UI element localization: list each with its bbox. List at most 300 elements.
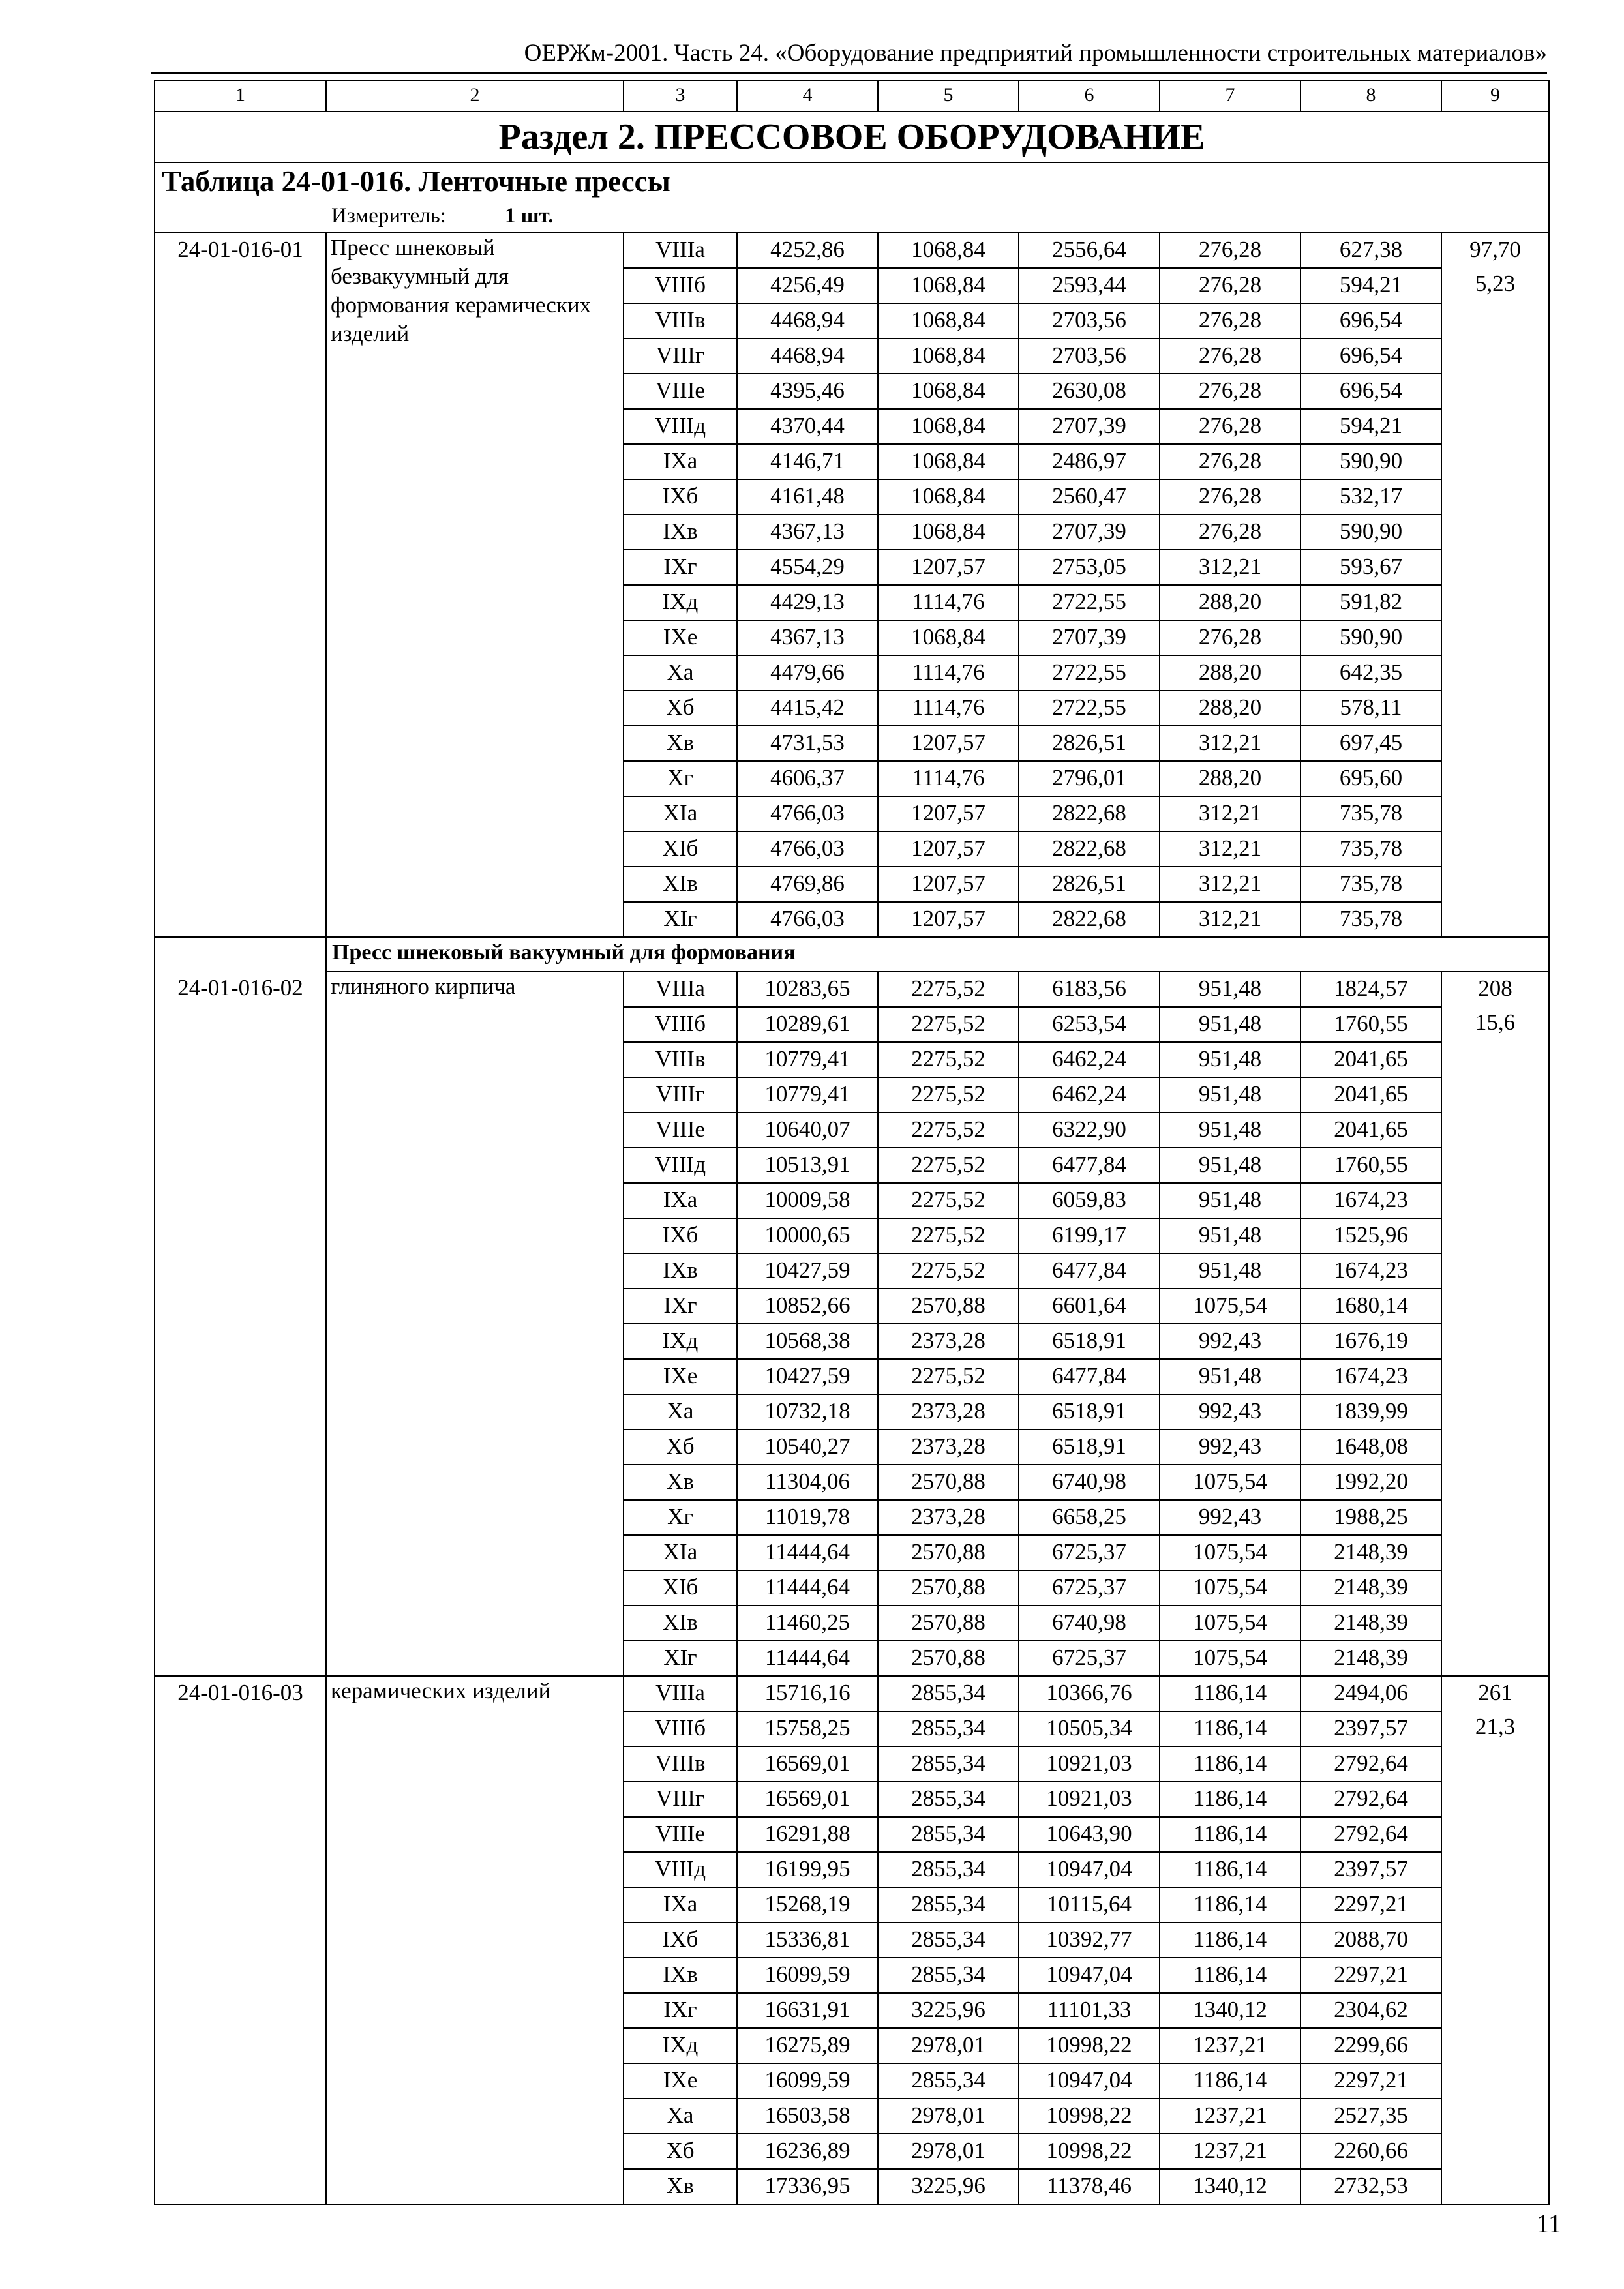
- value-cell: 2560,47: [1019, 479, 1160, 515]
- value-cell: 10540,27: [737, 1429, 878, 1465]
- value-cell: 1525,96: [1301, 1218, 1441, 1253]
- value-cell: 2978,01: [878, 2028, 1019, 2063]
- value-cell: 4468,94: [737, 303, 878, 338]
- value-cell: 10947,04: [1019, 2063, 1160, 2099]
- value-cell: 2570,88: [878, 1570, 1019, 1606]
- value-cell: 4429,13: [737, 585, 878, 620]
- value-cell: 1068,84: [878, 303, 1019, 338]
- value-cell: 1068,84: [878, 233, 1019, 268]
- item-name: глиняного кирпича: [326, 972, 624, 1676]
- value-cell: 6518,91: [1019, 1324, 1160, 1359]
- value-cell: 1068,84: [878, 620, 1019, 655]
- zone-cell: IXд: [624, 1324, 737, 1359]
- zone-cell: VIIIд: [624, 1852, 737, 1887]
- value-cell: 6462,24: [1019, 1042, 1160, 1077]
- value-cell: 1674,23: [1301, 1253, 1441, 1289]
- value-cell: 288,20: [1160, 585, 1301, 620]
- zone-cell: VIIIб: [624, 268, 737, 303]
- zone-cell: Xг: [624, 761, 737, 796]
- zone-cell: VIIIв: [624, 1042, 737, 1077]
- value-cell: 1075,54: [1160, 1289, 1301, 1324]
- value-cell: 1186,14: [1160, 1746, 1301, 1782]
- value-cell: 2796,01: [1019, 761, 1160, 796]
- column-number: 5: [878, 80, 1019, 112]
- value-cell: 2703,56: [1019, 338, 1160, 374]
- value-cell: 1186,14: [1160, 1922, 1301, 1958]
- value-cell: 4468,94: [737, 338, 878, 374]
- value-cell: 2703,56: [1019, 303, 1160, 338]
- value-cell: 2041,65: [1301, 1042, 1441, 1077]
- value-cell: 4769,86: [737, 867, 878, 902]
- value-cell: 992,43: [1160, 1429, 1301, 1465]
- value-cell: 2792,64: [1301, 1746, 1441, 1782]
- value-cell: 1068,84: [878, 268, 1019, 303]
- meter-label: Измеритель:: [331, 204, 446, 228]
- value-cell: 2275,52: [878, 1113, 1019, 1148]
- value-cell: 2260,66: [1301, 2134, 1441, 2169]
- col9-value: 208: [1478, 976, 1512, 1001]
- value-cell: 2397,57: [1301, 1711, 1441, 1746]
- value-cell: 4256,49: [737, 268, 878, 303]
- value-cell: 6477,84: [1019, 1359, 1160, 1394]
- zone-cell: VIIIг: [624, 1782, 737, 1817]
- col9-value: 5,23: [1475, 271, 1516, 296]
- value-cell: 6477,84: [1019, 1148, 1160, 1183]
- value-cell: 578,11: [1301, 691, 1441, 726]
- zone-cell: IXб: [624, 1922, 737, 1958]
- value-cell: 6518,91: [1019, 1394, 1160, 1429]
- value-cell: 1207,57: [878, 831, 1019, 867]
- column-number: 9: [1441, 80, 1549, 112]
- value-cell: 276,28: [1160, 303, 1301, 338]
- zone-cell: XIа: [624, 1535, 737, 1570]
- zone-cell: IXг: [624, 1289, 737, 1324]
- value-cell: 1114,76: [878, 585, 1019, 620]
- value-cell: 2707,39: [1019, 620, 1160, 655]
- value-cell: 951,48: [1160, 1077, 1301, 1113]
- zone-cell: IXа: [624, 1887, 737, 1922]
- value-cell: 2978,01: [878, 2099, 1019, 2134]
- value-cell: 1680,14: [1301, 1289, 1441, 1324]
- zone-cell: VIIIа: [624, 972, 737, 1007]
- value-cell: 10947,04: [1019, 1852, 1160, 1887]
- value-cell: 2373,28: [878, 1500, 1019, 1535]
- value-cell: 2855,34: [878, 1711, 1019, 1746]
- value-cell: 1068,84: [878, 479, 1019, 515]
- value-cell: 3225,96: [878, 1993, 1019, 2028]
- value-cell: 16275,89: [737, 2028, 878, 2063]
- zone-cell: IXб: [624, 479, 737, 515]
- item-name: керамических изделий: [326, 1676, 624, 2204]
- value-cell: 10921,03: [1019, 1782, 1160, 1817]
- value-cell: 2855,34: [878, 2063, 1019, 2099]
- value-cell: 1186,14: [1160, 2063, 1301, 2099]
- zone-cell: VIIIд: [624, 1148, 737, 1183]
- item-code: 24-01-016-03: [155, 1676, 326, 2204]
- value-cell: 10427,59: [737, 1253, 878, 1289]
- value-cell: 1207,57: [878, 726, 1019, 761]
- value-cell: 288,20: [1160, 761, 1301, 796]
- value-cell: 1068,84: [878, 374, 1019, 409]
- value-cell: 1114,76: [878, 761, 1019, 796]
- value-cell: 2373,28: [878, 1429, 1019, 1465]
- value-cell: 2822,68: [1019, 831, 1160, 867]
- value-cell: 312,21: [1160, 867, 1301, 902]
- value-cell: 10640,07: [737, 1113, 878, 1148]
- value-cell: 593,67: [1301, 550, 1441, 585]
- column-number: 6: [1019, 80, 1160, 112]
- value-cell: 2978,01: [878, 2134, 1019, 2169]
- value-cell: 4606,37: [737, 761, 878, 796]
- value-cell: 6658,25: [1019, 1500, 1160, 1535]
- value-cell: 2822,68: [1019, 902, 1160, 937]
- zone-cell: VIIIе: [624, 1817, 737, 1852]
- value-cell: 1068,84: [878, 338, 1019, 374]
- value-cell: 11378,46: [1019, 2169, 1160, 2204]
- value-cell: 951,48: [1160, 1218, 1301, 1253]
- meter-row: [155, 200, 1549, 233]
- value-cell: 1068,84: [878, 515, 1019, 550]
- section-title: Раздел 2. ПРЕССОВОЕ ОБОРУДОВАНИЕ: [155, 112, 1549, 162]
- value-cell: 10009,58: [737, 1183, 878, 1218]
- zone-cell: Xа: [624, 2099, 737, 2134]
- value-cell: 2041,65: [1301, 1077, 1441, 1113]
- zone-cell: VIIIе: [624, 374, 737, 409]
- value-cell: 1237,21: [1160, 2099, 1301, 2134]
- zone-cell: VIIIг: [624, 338, 737, 374]
- value-cell: 312,21: [1160, 726, 1301, 761]
- value-cell: 1760,55: [1301, 1007, 1441, 1042]
- value-cell: 4367,13: [737, 515, 878, 550]
- value-cell: 2570,88: [878, 1289, 1019, 1324]
- value-cell: 10000,65: [737, 1218, 878, 1253]
- column-number: 7: [1160, 80, 1301, 112]
- table-row: [155, 972, 1549, 1007]
- value-cell: 10505,34: [1019, 1711, 1160, 1746]
- zone-cell: VIIIе: [624, 1113, 737, 1148]
- value-cell: 10998,22: [1019, 2099, 1160, 2134]
- zone-cell: Xа: [624, 655, 737, 691]
- value-cell: 590,90: [1301, 444, 1441, 479]
- col9-value: 21,3: [1475, 1714, 1516, 1739]
- value-cell: 6725,37: [1019, 1570, 1160, 1606]
- value-cell: 10779,41: [737, 1042, 878, 1077]
- table-row: [155, 1676, 1549, 1711]
- value-cell: 735,78: [1301, 902, 1441, 937]
- zone-cell: VIIIв: [624, 303, 737, 338]
- value-cell: 735,78: [1301, 867, 1441, 902]
- subheading-row: [155, 937, 1549, 972]
- value-cell: 2570,88: [878, 1641, 1019, 1676]
- value-cell: 288,20: [1160, 655, 1301, 691]
- zone-cell: VIIIв: [624, 1746, 737, 1782]
- value-cell: 15268,19: [737, 1887, 878, 1922]
- value-cell: 276,28: [1160, 338, 1301, 374]
- col9-cell: [1441, 972, 1549, 1676]
- value-cell: 11101,33: [1019, 1993, 1160, 2028]
- value-cell: 2299,66: [1301, 2028, 1441, 2063]
- value-cell: 1207,57: [878, 867, 1019, 902]
- value-cell: 2855,34: [878, 1958, 1019, 1993]
- value-cell: 2397,57: [1301, 1852, 1441, 1887]
- value-cell: 951,48: [1160, 1253, 1301, 1289]
- value-cell: 276,28: [1160, 515, 1301, 550]
- zone-cell: Xг: [624, 1500, 737, 1535]
- value-cell: 4479,66: [737, 655, 878, 691]
- value-cell: 6725,37: [1019, 1535, 1160, 1570]
- value-cell: 1186,14: [1160, 1711, 1301, 1746]
- zone-cell: IXд: [624, 2028, 737, 2063]
- col9-value: 15,6: [1475, 1010, 1516, 1035]
- value-cell: 1075,54: [1160, 1606, 1301, 1641]
- zone-cell: Xв: [624, 726, 737, 761]
- value-cell: 2707,39: [1019, 515, 1160, 550]
- value-cell: 1186,14: [1160, 1817, 1301, 1852]
- value-cell: 6183,56: [1019, 972, 1160, 1007]
- value-cell: 1186,14: [1160, 1852, 1301, 1887]
- zone-cell: IXг: [624, 1993, 737, 2028]
- zone-cell: IXа: [624, 1183, 737, 1218]
- meter: [326, 200, 1549, 233]
- value-cell: 4766,03: [737, 796, 878, 831]
- column-number: 1: [155, 80, 326, 112]
- value-cell: 2275,52: [878, 1253, 1019, 1289]
- value-cell: 4161,48: [737, 479, 878, 515]
- value-cell: 2275,52: [878, 1218, 1019, 1253]
- value-cell: 10998,22: [1019, 2028, 1160, 2063]
- value-cell: 10513,91: [737, 1148, 878, 1183]
- table-title-row: [155, 162, 1549, 200]
- zone-cell: XIг: [624, 902, 737, 937]
- col9-value: 97,70: [1469, 237, 1521, 262]
- value-cell: 2297,21: [1301, 1958, 1441, 1993]
- column-number-row: [155, 80, 1549, 112]
- value-cell: 4554,29: [737, 550, 878, 585]
- value-cell: 1839,99: [1301, 1394, 1441, 1429]
- value-cell: 1340,12: [1160, 2169, 1301, 2204]
- value-cell: 992,43: [1160, 1394, 1301, 1429]
- value-cell: 2792,64: [1301, 1817, 1441, 1852]
- value-cell: 10947,04: [1019, 1958, 1160, 1993]
- value-cell: 4395,46: [737, 374, 878, 409]
- value-cell: 594,21: [1301, 268, 1441, 303]
- value-cell: 1674,23: [1301, 1183, 1441, 1218]
- zone-cell: IXб: [624, 1218, 737, 1253]
- value-cell: 532,17: [1301, 479, 1441, 515]
- value-cell: 6199,17: [1019, 1218, 1160, 1253]
- value-cell: 10779,41: [737, 1077, 878, 1113]
- zone-cell: XIб: [624, 1570, 737, 1606]
- value-cell: 2722,55: [1019, 585, 1160, 620]
- zone-cell: IXе: [624, 620, 737, 655]
- zone-cell: IXа: [624, 444, 737, 479]
- zone-cell: Xв: [624, 1465, 737, 1500]
- value-cell: 696,54: [1301, 338, 1441, 374]
- value-cell: 2527,35: [1301, 2099, 1441, 2134]
- value-cell: 6477,84: [1019, 1253, 1160, 1289]
- value-cell: 2275,52: [878, 1148, 1019, 1183]
- value-cell: 276,28: [1160, 409, 1301, 444]
- value-cell: 276,28: [1160, 444, 1301, 479]
- value-cell: 1648,08: [1301, 1429, 1441, 1465]
- zone-cell: IXв: [624, 515, 737, 550]
- value-cell: 16199,95: [737, 1852, 878, 1887]
- value-cell: 10115,64: [1019, 1887, 1160, 1922]
- value-cell: 642,35: [1301, 655, 1441, 691]
- value-cell: 1075,54: [1160, 1641, 1301, 1676]
- zone-cell: VIIIд: [624, 409, 737, 444]
- value-cell: 2570,88: [878, 1535, 1019, 1570]
- value-cell: 951,48: [1160, 1183, 1301, 1218]
- value-cell: 2041,65: [1301, 1113, 1441, 1148]
- col9-cell: [1441, 1676, 1549, 2204]
- value-cell: 2148,39: [1301, 1535, 1441, 1570]
- zone-cell: IXв: [624, 1253, 737, 1289]
- value-cell: 2722,55: [1019, 655, 1160, 691]
- zone-cell: IXв: [624, 1958, 737, 1993]
- value-cell: 1992,20: [1301, 1465, 1441, 1500]
- value-cell: 312,21: [1160, 796, 1301, 831]
- table-row: [155, 233, 1549, 268]
- value-cell: 1075,54: [1160, 1570, 1301, 1606]
- value-cell: 1186,14: [1160, 1958, 1301, 1993]
- zone-cell: Xв: [624, 2169, 737, 2204]
- zone-cell: IXд: [624, 585, 737, 620]
- zone-cell: VIIIа: [624, 1676, 737, 1711]
- zone-cell: XIв: [624, 867, 737, 902]
- value-cell: 951,48: [1160, 1007, 1301, 1042]
- value-cell: 10921,03: [1019, 1746, 1160, 1782]
- value-cell: 2855,34: [878, 1746, 1019, 1782]
- meter-spacer: [155, 200, 326, 233]
- value-cell: 11444,64: [737, 1535, 878, 1570]
- value-cell: 2855,34: [878, 1852, 1019, 1887]
- zone-cell: IXе: [624, 1359, 737, 1394]
- value-cell: 6462,24: [1019, 1077, 1160, 1113]
- value-cell: 11444,64: [737, 1570, 878, 1606]
- value-cell: 6253,54: [1019, 1007, 1160, 1042]
- zone-cell: Xа: [624, 1394, 737, 1429]
- value-cell: 10998,22: [1019, 2134, 1160, 2169]
- value-cell: 2792,64: [1301, 1782, 1441, 1817]
- value-cell: 2486,97: [1019, 444, 1160, 479]
- value-cell: 2148,39: [1301, 1570, 1441, 1606]
- value-cell: 2297,21: [1301, 1887, 1441, 1922]
- value-cell: 1207,57: [878, 796, 1019, 831]
- value-cell: 695,60: [1301, 761, 1441, 796]
- value-cell: 4415,42: [737, 691, 878, 726]
- value-cell: 1237,21: [1160, 2028, 1301, 2063]
- value-cell: 1207,57: [878, 550, 1019, 585]
- col9-value: 261: [1478, 1680, 1512, 1705]
- value-cell: 17336,95: [737, 2169, 878, 2204]
- value-cell: 696,54: [1301, 303, 1441, 338]
- value-cell: 276,28: [1160, 268, 1301, 303]
- value-cell: 591,82: [1301, 585, 1441, 620]
- value-cell: 10289,61: [737, 1007, 878, 1042]
- item-name: Пресс шнековый безвакуумный для формования керамических изделий: [326, 233, 624, 937]
- value-cell: 2494,06: [1301, 1676, 1441, 1711]
- value-cell: 1674,23: [1301, 1359, 1441, 1394]
- value-cell: 6601,64: [1019, 1289, 1160, 1324]
- value-cell: 1237,21: [1160, 2134, 1301, 2169]
- value-cell: 2275,52: [878, 1042, 1019, 1077]
- value-cell: 951,48: [1160, 1359, 1301, 1394]
- value-cell: 2722,55: [1019, 691, 1160, 726]
- value-cell: 1075,54: [1160, 1535, 1301, 1570]
- page-number: 11: [1536, 2209, 1561, 2238]
- value-cell: 1186,14: [1160, 1887, 1301, 1922]
- zone-cell: XIб: [624, 831, 737, 867]
- value-cell: 2855,34: [878, 1676, 1019, 1711]
- value-cell: 697,45: [1301, 726, 1441, 761]
- value-cell: 15758,25: [737, 1711, 878, 1746]
- value-cell: 951,48: [1160, 1148, 1301, 1183]
- zone-cell: VIIIг: [624, 1077, 737, 1113]
- zone-cell: XIа: [624, 796, 737, 831]
- value-cell: 1988,25: [1301, 1500, 1441, 1535]
- running-header: ОЕРЖм-2001. Часть 24. «Оборудование предприятий промышленности строительных материалов»: [151, 38, 1547, 74]
- value-cell: 2275,52: [878, 972, 1019, 1007]
- value-cell: 16099,59: [737, 1958, 878, 1993]
- value-cell: 2630,08: [1019, 374, 1160, 409]
- subheading-spacer: [155, 937, 326, 972]
- zone-cell: Xб: [624, 691, 737, 726]
- value-cell: 696,54: [1301, 374, 1441, 409]
- value-cell: 276,28: [1160, 374, 1301, 409]
- value-cell: 10392,77: [1019, 1922, 1160, 1958]
- value-cell: 992,43: [1160, 1500, 1301, 1535]
- value-cell: 11460,25: [737, 1606, 878, 1641]
- value-cell: 2275,52: [878, 1183, 1019, 1218]
- value-cell: 10568,38: [737, 1324, 878, 1359]
- value-cell: 16099,59: [737, 2063, 878, 2099]
- value-cell: 2373,28: [878, 1324, 1019, 1359]
- value-cell: 4252,86: [737, 233, 878, 268]
- value-cell: 6740,98: [1019, 1465, 1160, 1500]
- value-cell: 2822,68: [1019, 796, 1160, 831]
- value-cell: 951,48: [1160, 1042, 1301, 1077]
- value-cell: 10366,76: [1019, 1676, 1160, 1711]
- value-cell: 590,90: [1301, 620, 1441, 655]
- value-cell: 951,48: [1160, 1113, 1301, 1148]
- value-cell: 1207,57: [878, 902, 1019, 937]
- value-cell: 2593,44: [1019, 268, 1160, 303]
- value-cell: 11304,06: [737, 1465, 878, 1500]
- value-cell: 312,21: [1160, 831, 1301, 867]
- value-cell: 2707,39: [1019, 409, 1160, 444]
- value-cell: 6518,91: [1019, 1429, 1160, 1465]
- value-cell: 4367,13: [737, 620, 878, 655]
- value-cell: 15336,81: [737, 1922, 878, 1958]
- value-cell: 276,28: [1160, 233, 1301, 268]
- meter-value: 1 шт.: [504, 204, 554, 228]
- value-cell: 11019,78: [737, 1500, 878, 1535]
- column-number: 2: [326, 80, 624, 112]
- value-cell: 1824,57: [1301, 972, 1441, 1007]
- value-cell: 951,48: [1160, 972, 1301, 1007]
- value-cell: 2373,28: [878, 1394, 1019, 1429]
- item-code: 24-01-016-02: [155, 972, 326, 1676]
- value-cell: 10732,18: [737, 1394, 878, 1429]
- value-cell: 992,43: [1160, 1324, 1301, 1359]
- value-cell: 10283,65: [737, 972, 878, 1007]
- value-cell: 6725,37: [1019, 1641, 1160, 1676]
- value-cell: 2556,64: [1019, 233, 1160, 268]
- zone-cell: Xб: [624, 2134, 737, 2169]
- value-cell: 6059,83: [1019, 1183, 1160, 1218]
- value-cell: 4370,44: [737, 409, 878, 444]
